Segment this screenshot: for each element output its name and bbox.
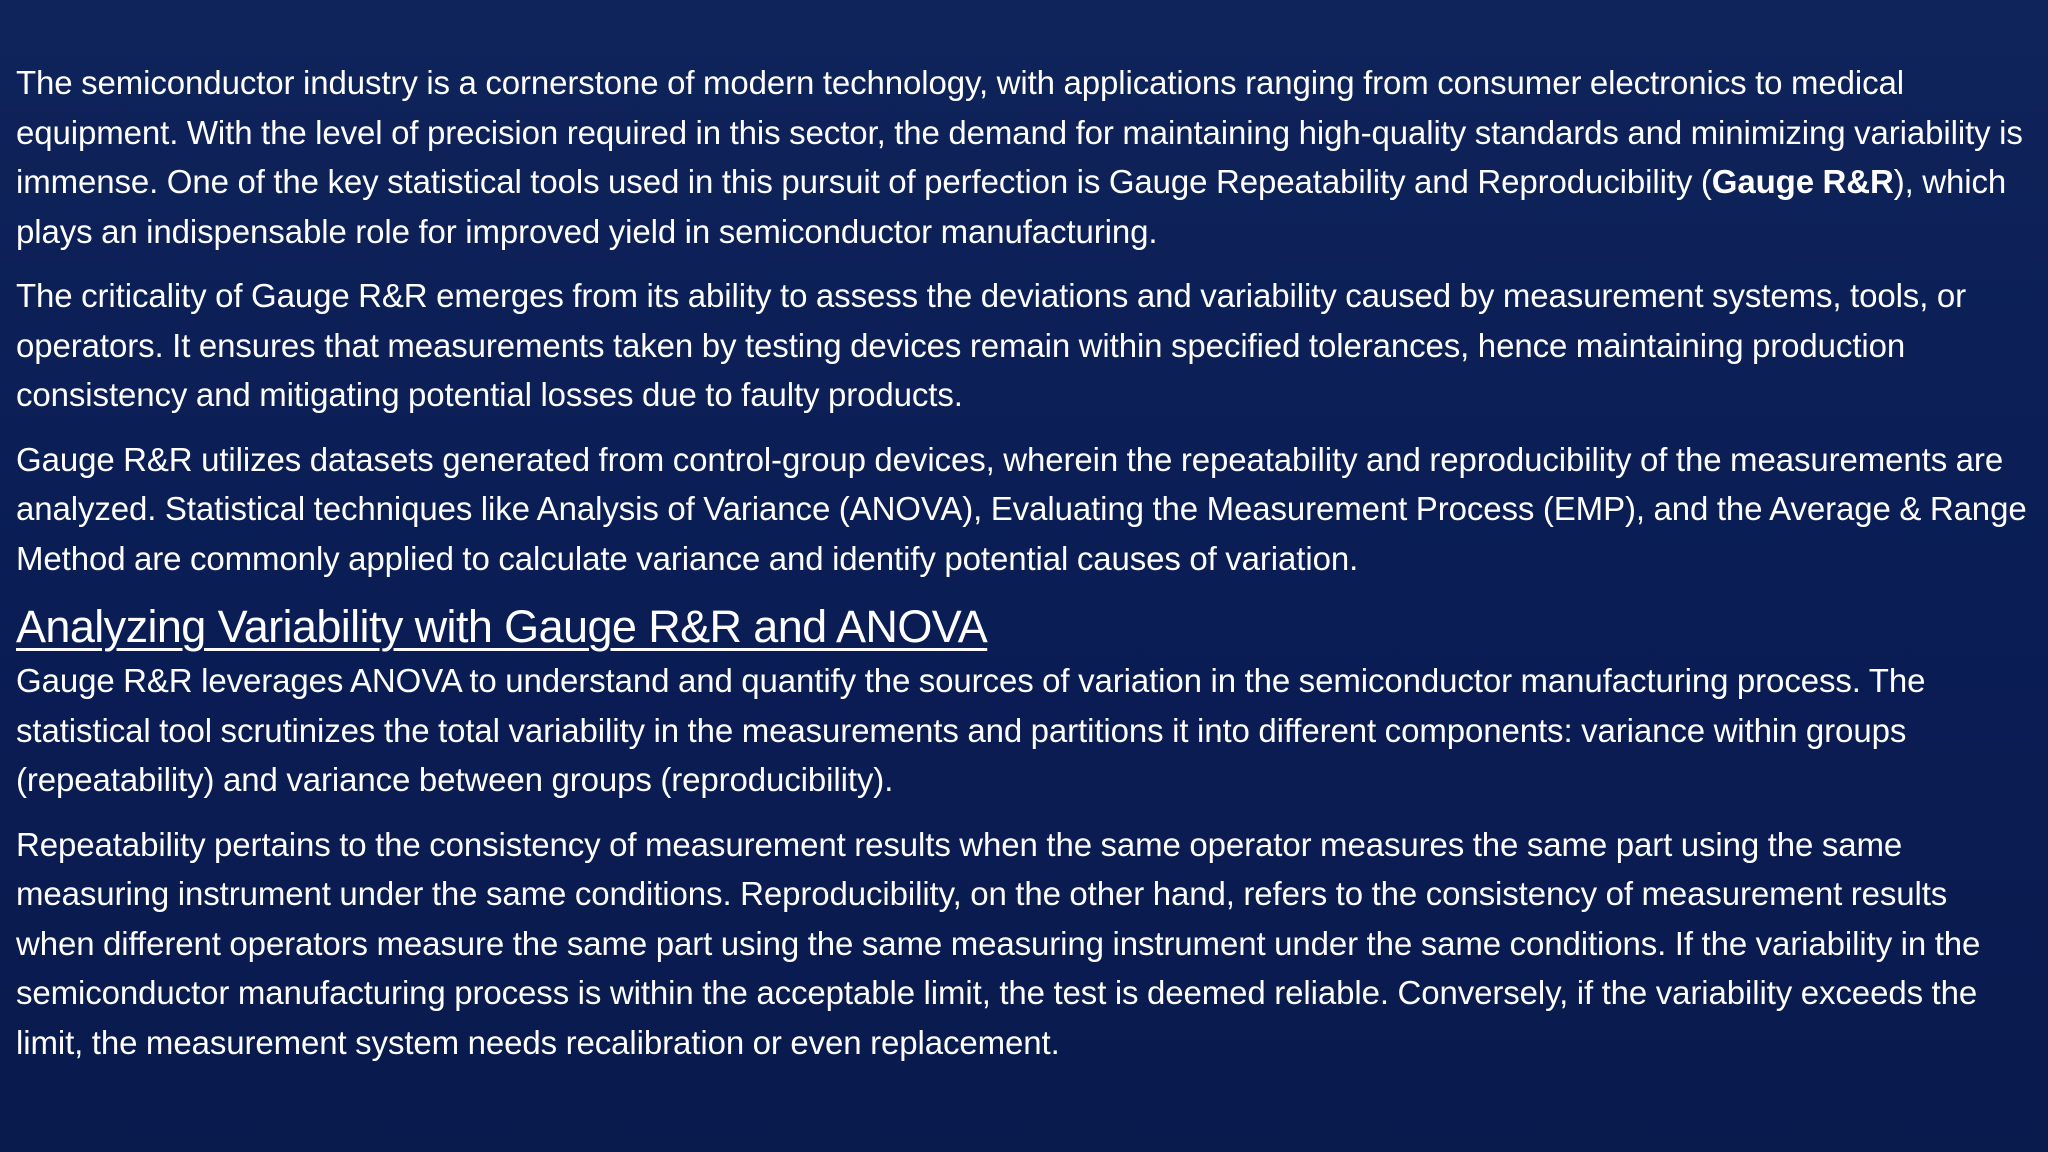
section-heading: Analyzing Variability with Gauge R&R and ANOVA [16,601,988,652]
intro-text-start: The semiconductor industry is a cornerstone of modern technology, with applications ranging from consumer electronics to medical equipment. With the level of precision required in this sector, the demand for maintaining high-quality standards and minimizing variability is immense. One of the key statistical tools used in this pursuit of perfection is Gauge Repeatability and Reproducibility ( [16,64,2023,200]
intro-paragraph [16,58,2032,256]
gauge-rr-bold-term: Gauge R&R [1711,163,1894,200]
anova-paragraph: Gauge R&R leverages ANOVA to understand and quantify the sources of variation in the semiconductor manufacturing process. The statistical tool scrutinizes the total variability in the measurements and partitions it into different components: variance within groups (repeatability) and variance between groups (reproducibility). [16,662,1926,798]
methods-paragraph: Gauge R&R utilizes datasets generated from control-group devices, wherein the repeatability and reproducibility of the measurements are analyzed. Statistical techniques like Analysis of Variance (ANOVA), Evaluating the Measurement Process (EMP), and the Average & Range Method are commonly applied to calculate variance and identify potential causes of variation. [16,440,2027,577]
intro-text-end: ), which plays an indispensable role for improved yield in semiconductor manufacturing. [16,163,2007,250]
repeatability-paragraph: Repeatability pertains to the consistency of measurement results when the same operator measures the same part using the same measuring instrument under the same conditions. Reproducibility, on the other hand, refers to the consistency of measurement results when different operators measure the same part using the same measuring instrument under the same conditions. If the variability in the semiconductor manufacturing process is within the acceptable limit, the test is deemed reliable. Conversely, if the variability exceeds the limit, the measurement system needs recalibration or even replacement. [16,825,1981,1061]
criticality-paragraph: The criticality of Gauge R&R emerges from its ability to assess the deviations and variability caused by measurement systems, tools, or operators. It ensures that measurements taken by testing devices remain within specified tolerances, hence maintaining production consistency and mitigating potential losses due to faulty products. [16,277,1966,413]
